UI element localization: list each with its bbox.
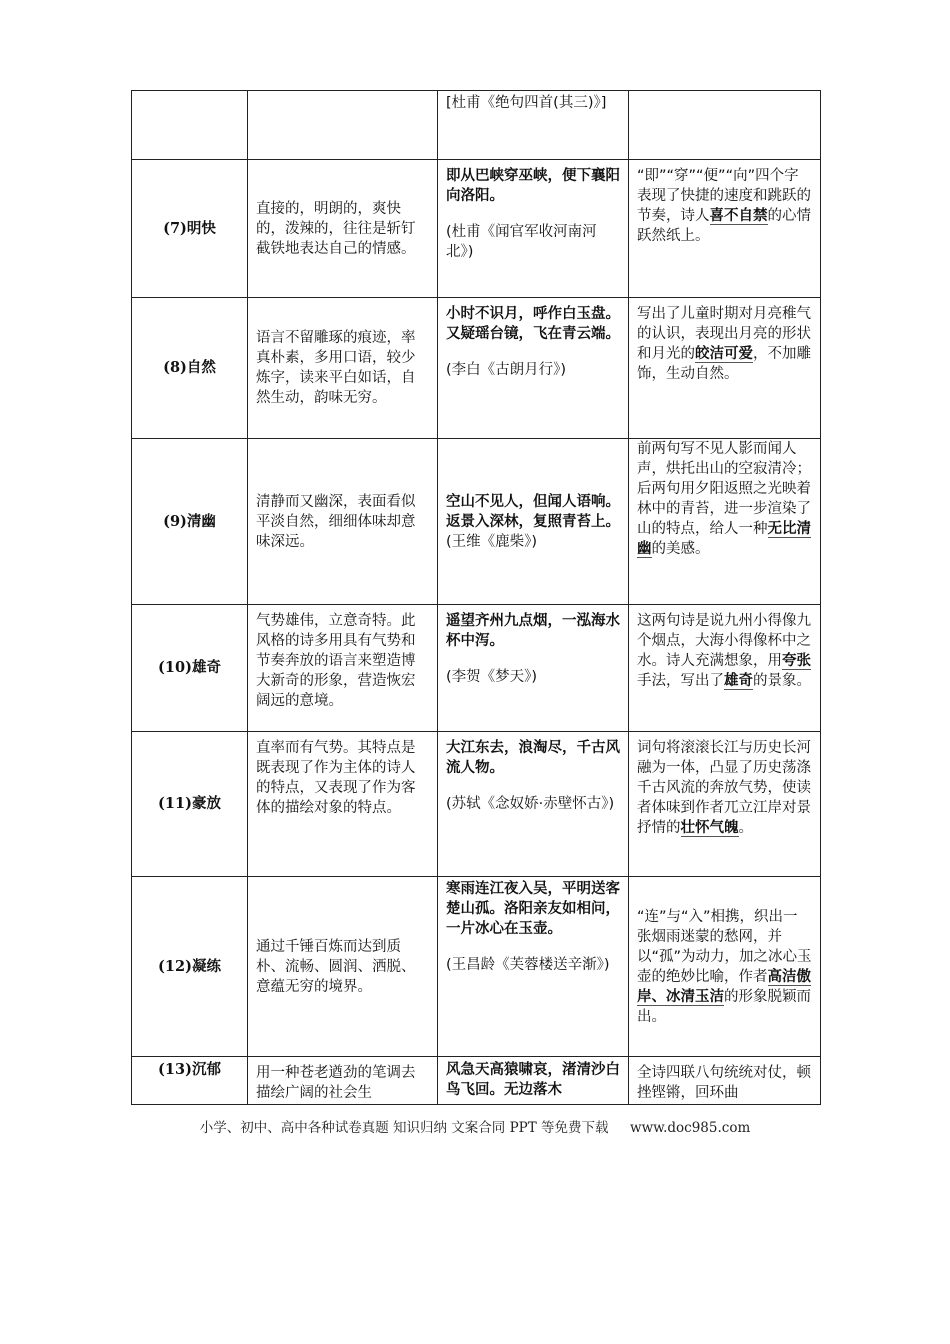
analysis-text: ，不加雕饰，生动自然。 xyxy=(637,346,811,382)
emphasis-text: 无比清幽 xyxy=(637,521,811,557)
poem-text: 遥望齐州九点烟，一泓海水杯中泻。 xyxy=(446,613,620,649)
analysis-text: 词句将滚滚长江与历史长河融为一体，凸显了历史荡涤千古风流的奔放气势，使读者体味到作者兀立江岸对景抒情的 xyxy=(637,740,811,836)
description-cell: 直接的，明朗的，爽快的，泼辣的，往往是斩钉截铁地表达自己的情感。 xyxy=(248,160,438,298)
table-row xyxy=(132,298,821,439)
table-row xyxy=(132,439,821,605)
poem-source: (王昌龄《芙蓉楼送辛渐》) xyxy=(446,957,610,973)
poem-source: (王维《鹿柴》) xyxy=(446,533,538,550)
emphasis-text: 皎洁可爱 xyxy=(695,346,753,362)
description-cell: 直率而有气势。其特点是既表现了作为主体的诗人的特点，又表现了作为客体的描绘对象的特点。 xyxy=(248,732,438,877)
emphasis-text: 高洁傲岸、冰清玉洁 xyxy=(637,968,811,1005)
example-cell xyxy=(438,439,629,605)
description-cell xyxy=(248,91,438,160)
table-row xyxy=(132,91,821,160)
page-footer xyxy=(0,1116,950,1136)
analysis-text: 的形象脱颖而出。 xyxy=(637,988,811,1025)
style-cell: (10)雄奇 xyxy=(132,605,248,732)
table-row xyxy=(132,877,821,1057)
analysis-cell xyxy=(629,298,821,439)
analysis-text: 。 xyxy=(738,820,753,836)
example-cell xyxy=(438,91,629,160)
poem-text: 空山不见人，但闻人语响。返景入深林，复照青苔上。 xyxy=(446,493,620,530)
analysis-cell xyxy=(629,160,821,298)
example-cell xyxy=(438,877,629,1057)
style-cell: (11)豪放 xyxy=(132,732,248,877)
analysis-text: “连”与“入”相携，织出一张烟雨迷蒙的愁网，并以“孤”为动力，加之冰心玉壶的绝妙比喻，作者 xyxy=(637,908,812,985)
analysis-text: 写出了儿童时期对月亮稚气的认识，表现出月亮的形状和月光的 xyxy=(637,306,811,362)
analysis-text: “即”“穿”“便”“向”四个字表现了快捷的速度和跳跃的节奏，诗人 xyxy=(637,168,811,224)
example-cell xyxy=(438,732,629,877)
emphasis-text: 夸张 xyxy=(782,653,811,669)
poem-text: 风急天高猿啸哀，渚清沙白鸟飞回。无边落木 xyxy=(446,1062,620,1098)
style-cell: (8)自然 xyxy=(132,298,248,439)
description-cell: 气势雄伟，立意奇特。此风格的诗多用具有气势和节奏奔放的语言来塑造博大新奇的形象，营造恢宏阔远的意境。 xyxy=(248,605,438,732)
analysis-cell xyxy=(629,439,821,605)
description-cell: 用一种苍老遒劲的笔调去描绘广阔的社会生 xyxy=(248,1057,438,1105)
analysis-text: 前两句写不见人影而闻人声，烘托出山的空寂清冷；后两句用夕阳返照之光映着林中的青苔，进一步渲染了山的特点，给人一种 xyxy=(637,441,811,537)
analysis-text: 手法，写出了 xyxy=(637,673,724,689)
description-cell: 语言不留雕琢的痕迹，率真朴素，多用口语，较少炼字，读来平白如话，自然生动，韵味无穷。 xyxy=(248,298,438,439)
example-cell xyxy=(438,605,629,732)
analysis-cell xyxy=(629,1057,821,1105)
analysis-cell xyxy=(629,732,821,877)
analysis-text: 的景象。 xyxy=(753,673,811,689)
table-row xyxy=(132,1057,821,1105)
poetry-style-table xyxy=(131,90,821,1105)
poem-text: 寒雨连江夜入吴，平明送客楚山孤。洛阳亲友如相问，一片冰心在玉壶。 xyxy=(446,881,620,937)
table-row xyxy=(132,160,821,298)
example-cell xyxy=(438,160,629,298)
analysis-cell xyxy=(629,877,821,1057)
poem-source: (李白《古朗月行》) xyxy=(446,362,567,378)
poem-source: (李贺《梦天》) xyxy=(446,669,538,685)
poem-source: [杜甫《绝句四首(其三)》] xyxy=(446,95,607,111)
emphasis-text: 喜不自禁 xyxy=(709,208,768,224)
footer-text: 小学、初中、高中各种试卷真题 知识归纳 文案合同 PPT 等免费下载 xyxy=(199,1120,609,1136)
table-row xyxy=(132,605,821,732)
style-cell: (12)凝练 xyxy=(132,877,248,1057)
poem-source: (苏轼《念奴娇·赤壁怀古》) xyxy=(446,796,615,812)
analysis-text: 的美感。 xyxy=(651,541,710,557)
poem-text: 小时不识月，呼作白玉盘。又疑瑶台镜，飞在青云端。 xyxy=(446,306,620,342)
emphasis-text: 雄奇 xyxy=(724,673,753,689)
poem-text: 大江东去，浪淘尽，千古风流人物。 xyxy=(446,740,620,776)
analysis-text: 的心情跃然纸上。 xyxy=(637,208,811,244)
example-cell xyxy=(438,1057,629,1105)
style-cell: (13)沉郁 xyxy=(132,1057,248,1105)
analysis-text: 全诗四联八句统统对仗，顿挫铿锵，回环曲 xyxy=(637,1065,811,1101)
table-row xyxy=(132,732,821,877)
footer-url: www.doc985.com xyxy=(630,1120,751,1136)
style-cell: (7)明快 xyxy=(132,160,248,298)
description-cell: 清静而又幽深，表面看似平淡自然，细细体味却意味深远。 xyxy=(248,439,438,605)
analysis-cell xyxy=(629,605,821,732)
analysis-cell xyxy=(629,91,821,160)
poem-text: 即从巴峡穿巫峡，便下襄阳向洛阳。 xyxy=(446,168,620,204)
description-cell: 通过千锤百炼而达到质朴、流畅、圆润、洒脱、意蕴无穷的境界。 xyxy=(248,877,438,1057)
emphasis-text: 壮怀气魄 xyxy=(680,820,739,836)
poem-source: (杜甫《闻官军收河南河北》) xyxy=(446,224,597,260)
style-cell xyxy=(132,91,248,160)
analysis-text: 这两句诗是说九州小得像九个烟点，大海小得像杯中之水。诗人充满想象，用 xyxy=(637,613,811,669)
style-cell: (9)清幽 xyxy=(132,439,248,605)
example-cell xyxy=(438,298,629,439)
